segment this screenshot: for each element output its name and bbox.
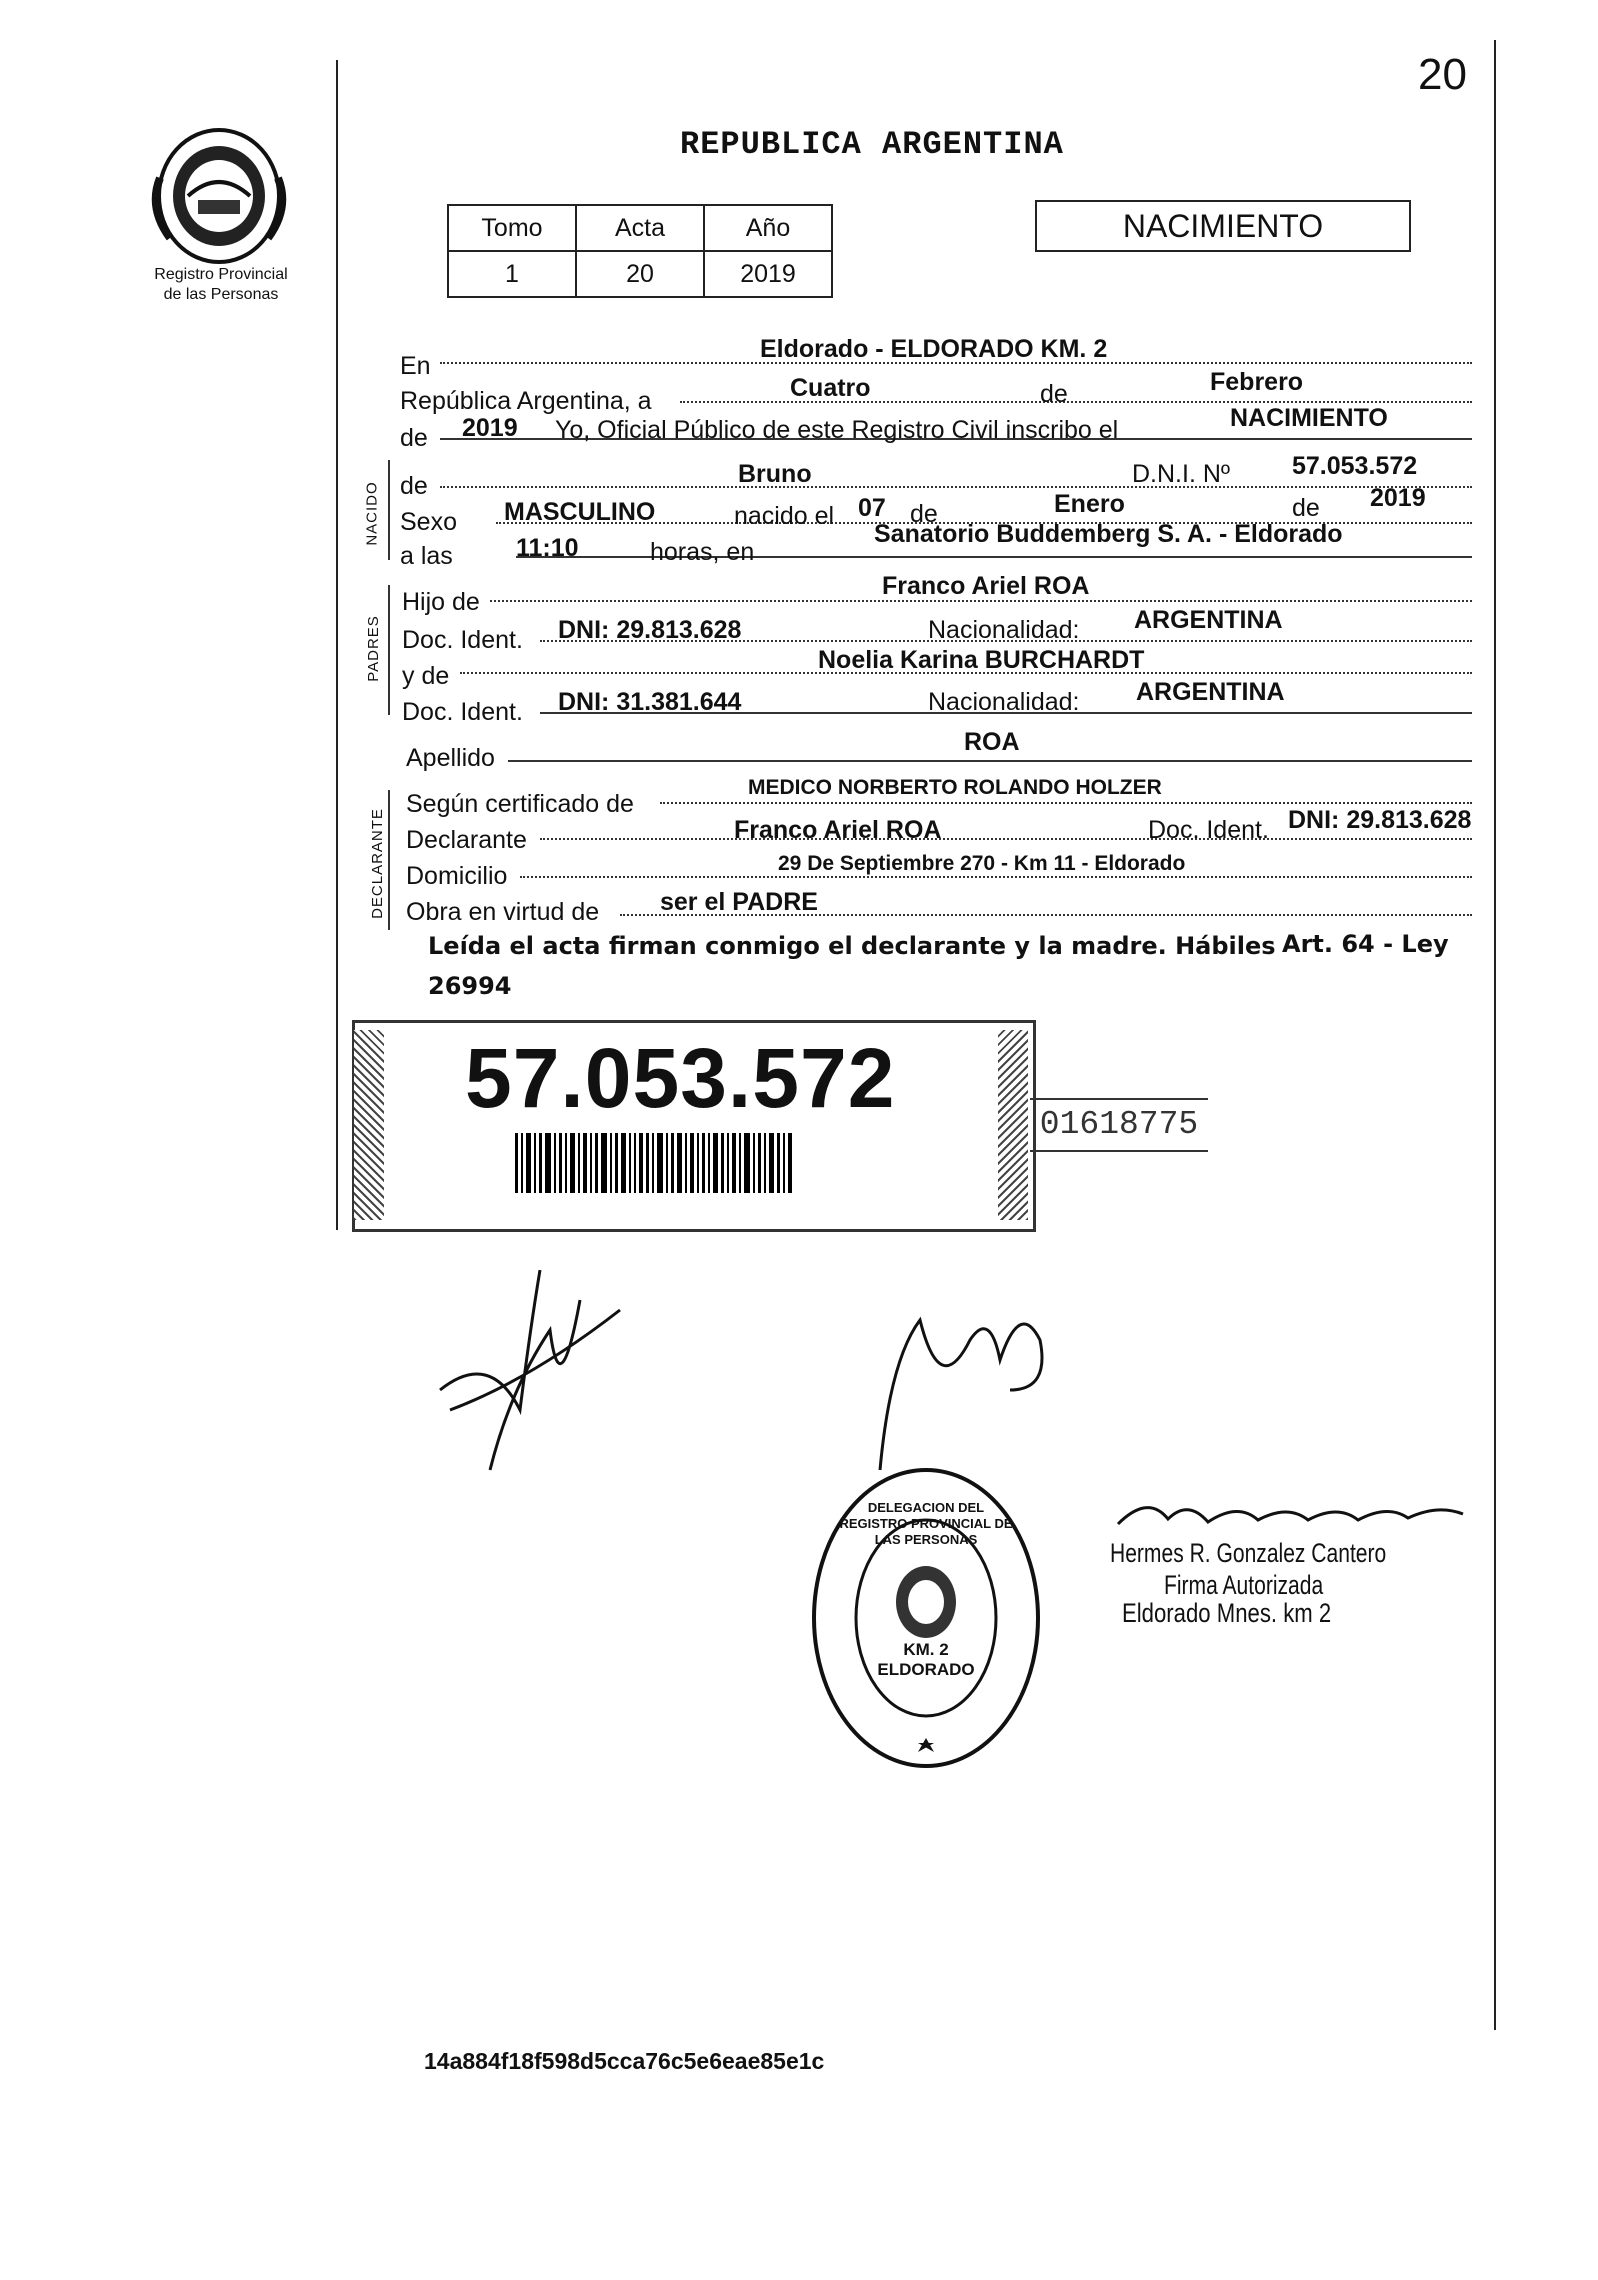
signature-left: [430, 1270, 630, 1495]
label-yo-oficial: Yo, Oficial Público de este Registro Civil inscribo el: [555, 416, 1119, 444]
seal-inner-text: KM. 2 ELDORADO: [877, 1640, 975, 1679]
value-dni-nacido: 57.053.572: [1292, 452, 1418, 480]
closing-line2: 26994: [428, 972, 512, 1000]
label-horas-en: horas, en: [650, 538, 755, 566]
label-doc-ident-madre: Doc. Ident.: [402, 698, 523, 726]
label-doc-ident-padre: Doc. Ident.: [402, 626, 523, 654]
value-dia-nac: 07: [858, 494, 886, 522]
value-domicilio: 29 De Septiembre 270 - Km 11 - Eldorado: [778, 852, 1186, 875]
value-dni-declarante: DNI: 29.813.628: [1288, 806, 1472, 834]
table-header-tomo: Tomo: [448, 205, 576, 251]
table-header-anio: Año: [704, 205, 832, 251]
value-acto: NACIMIENTO: [1230, 404, 1388, 432]
value-nac-padre: ARGENTINA: [1134, 606, 1283, 634]
label-hijo-de: Hijo de: [402, 588, 480, 616]
signature-authorized: [1108, 1494, 1468, 1539]
line-certificado: [660, 802, 1472, 804]
value-madre: Noelia Karina BURCHARDT: [818, 646, 1145, 674]
value-lugar-nac: Sanatorio Buddemberg S. A. - Eldorado: [874, 520, 1343, 548]
label-dni: D.N.I. Nº: [1132, 460, 1231, 488]
closing-art: Art. 64 - Ley: [1282, 930, 1449, 958]
label-de-mes: de: [1040, 380, 1068, 408]
line-apellido: [508, 760, 1472, 762]
label-domicilio: Domicilio: [406, 862, 508, 890]
page-number: 20: [1418, 50, 1467, 99]
label-de-anio2: de: [1292, 494, 1320, 522]
province-emblem: [148, 118, 290, 268]
barcode: [515, 1133, 895, 1193]
line-declarante: [540, 838, 1472, 840]
value-anio-nac: 2019: [1370, 484, 1426, 512]
section-tag-declarante: DECLARANTE: [368, 808, 386, 919]
seal-outer-text: DELEGACION DEL REGISTRO PROVINCIAL DE LAS PERSONAS: [839, 1500, 1013, 1547]
signatory-place: Eldorado Mnes. km 2: [1122, 1598, 1332, 1628]
section-bar-padres: [388, 585, 390, 715]
label-de-anio: de: [400, 424, 428, 452]
value-mes-nac: Enero: [1054, 490, 1125, 518]
label-sexo: Sexo: [400, 508, 457, 536]
label-nacido-el: nacido el: [734, 502, 835, 530]
label-declarante: Declarante: [406, 826, 527, 854]
line-nombre: [440, 486, 1472, 488]
line-domicilio: [520, 876, 1472, 878]
label-nacionalidad-madre: Nacionalidad:: [928, 688, 1080, 716]
label-apellido: Apellido: [406, 744, 495, 772]
section-bar-declarante: [388, 790, 390, 930]
value-dni-madre: DNI: 31.381.644: [558, 688, 742, 716]
label-de-dia: de: [910, 500, 938, 528]
signatory-role: Firma Autorizada: [1164, 1570, 1324, 1600]
country-title: REPUBLICA ARGENTINA: [680, 126, 1064, 163]
table-value-anio: 2019: [704, 251, 832, 297]
value-anio: 2019: [462, 414, 518, 442]
left-margin-line: [336, 60, 338, 1230]
value-mes: Febrero: [1210, 368, 1304, 396]
section-tag-padres: PADRES: [364, 615, 382, 682]
section-tag-nacido: NACIDO: [363, 481, 381, 546]
id-label-pattern-left: [354, 1030, 384, 1220]
value-obra: ser el PADRE: [660, 888, 818, 916]
label-a-las: a las: [400, 542, 453, 570]
agency-name-line2: de las Personas: [163, 286, 279, 303]
serial-number: 01618775: [1030, 1098, 1208, 1152]
value-hora: 11:10: [516, 534, 579, 562]
id-label-pattern-right: [998, 1030, 1028, 1220]
value-sexo: MASCULINO: [504, 498, 656, 526]
value-lugar: Eldorado - ELDORADO KM. 2: [760, 335, 1108, 363]
register-table: [447, 204, 833, 298]
value-declarante: Franco Ariel ROA: [734, 816, 942, 844]
label-doc-ident-declarante: Doc. Ident.: [1148, 816, 1269, 844]
right-margin-line: [1494, 40, 1496, 2030]
id-number: 57.053.572: [465, 1031, 896, 1125]
section-bar-nacido: [388, 460, 390, 560]
table-value-acta: 20: [576, 251, 704, 297]
label-segun-certificado: Según certificado de: [406, 790, 634, 818]
label-y-de: y de: [402, 662, 450, 690]
value-nombre: Bruno: [738, 460, 812, 488]
label-obra: Obra en virtud de: [406, 898, 600, 926]
label-en: En: [400, 352, 431, 380]
label-republica: República Argentina, a: [400, 387, 652, 415]
label-de-nombre: de: [400, 472, 428, 500]
document-hash: 14a884f18f598d5cca76c5e6eae85e1c: [424, 2048, 825, 2074]
closing-line1: Leída el acta firman conmigo el declarante y la madre. Hábiles: [428, 932, 1276, 960]
table-value-tomo: 1: [448, 251, 576, 297]
table-header-acta: Acta: [576, 205, 704, 251]
label-nacionalidad-padre: Nacionalidad:: [928, 616, 1080, 644]
signatory-name: Hermes R. Gonzalez Cantero: [1110, 1538, 1387, 1568]
signature-center: [860, 1280, 1060, 1485]
value-padre: Franco Ariel ROA: [882, 572, 1090, 600]
value-dia-letras: Cuatro: [790, 374, 871, 402]
value-nac-madre: ARGENTINA: [1136, 678, 1285, 706]
value-certificado: MEDICO NORBERTO ROLANDO HOLZER: [748, 776, 1162, 799]
act-type-box: NACIMIENTO: [1035, 200, 1411, 252]
value-dni-padre: DNI: 29.813.628: [558, 616, 742, 644]
value-apellido: ROA: [964, 728, 1020, 756]
agency-name-line1: Registro Provincial: [154, 266, 288, 283]
